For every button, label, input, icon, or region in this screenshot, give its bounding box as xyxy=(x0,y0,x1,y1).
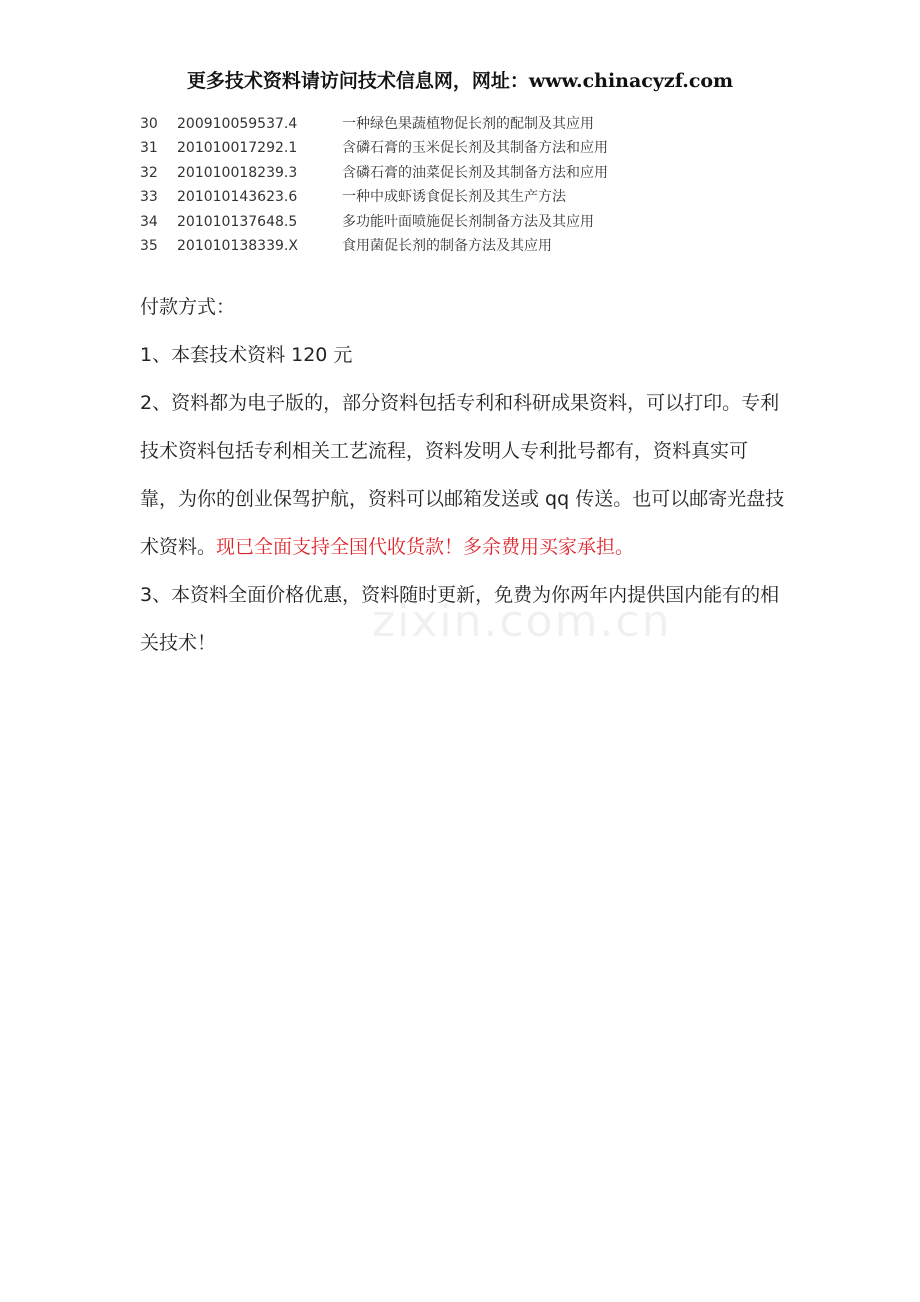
patent-title: 食用菌促长剂的制备方法及其应用 xyxy=(342,237,552,254)
patent-title: 一种绿色果蔬植物促长剂的配制及其应用 xyxy=(342,116,594,132)
list-item xyxy=(140,210,780,234)
patent-id: 201010137648.5 xyxy=(177,213,298,230)
patent-number: 31 xyxy=(140,140,158,157)
patent-id: 200910059537.4 xyxy=(177,116,298,132)
page-header: 更多技术资料请访问技术信息网，网址：www.chinacyzf.com xyxy=(186,70,734,92)
patent-id: 201010143623.6 xyxy=(177,189,298,206)
patent-title: 多功能叶面喷施促长剂制备方法及其应用 xyxy=(342,213,594,230)
patent-id: 201010018239.3 xyxy=(177,164,298,181)
patent-number: 32 xyxy=(140,164,158,181)
payment-item-delivery xyxy=(140,379,785,571)
patent-id: 201010138339.X xyxy=(177,237,298,254)
patent-number: 30 xyxy=(140,116,158,132)
payment-item-updates: 3、本资料全面价格优惠，资料随时更新，免费为你两年内提供国内能有的相关技术！ xyxy=(140,584,780,654)
patent-title: 含磷石膏的油菜促长剂及其制备方法和应用 xyxy=(342,164,608,181)
patent-id: 201010017292.1 xyxy=(177,140,298,157)
payment-heading: 付款方式： xyxy=(140,296,236,318)
patent-number: 33 xyxy=(140,189,158,206)
list-item xyxy=(140,234,780,258)
patent-number: 35 xyxy=(140,237,158,254)
payment-cod-notice: 现已全面支持全国代收货款！多余费用买家承担。 xyxy=(216,536,635,558)
patent-list xyxy=(140,112,780,258)
payment-item-price: 1、本套技术资料 120 元 xyxy=(140,344,353,366)
list-item xyxy=(140,185,780,209)
watermark: zixin.com.cn xyxy=(372,596,672,647)
list-item xyxy=(140,136,780,160)
list-item xyxy=(140,161,780,185)
patent-title: 含磷石膏的玉米促长剂及其制备方法和应用 xyxy=(342,140,608,157)
patent-number: 34 xyxy=(140,213,158,230)
list-item xyxy=(140,112,780,136)
patent-title: 一种中成虾诱食促长剂及其生产方法 xyxy=(342,189,566,206)
payment-item-delivery-text: 2、资料都为电子版的，部分资料包括专利和科研成果资料，可以打印。专利技术资料包括专利相关工艺流程，资料发明人专利批号都有，资料真实可靠，为你的创业保驾护航，资料可以邮箱发送或 qq 传送。也可以邮寄光盘技术资料。 xyxy=(140,392,785,558)
